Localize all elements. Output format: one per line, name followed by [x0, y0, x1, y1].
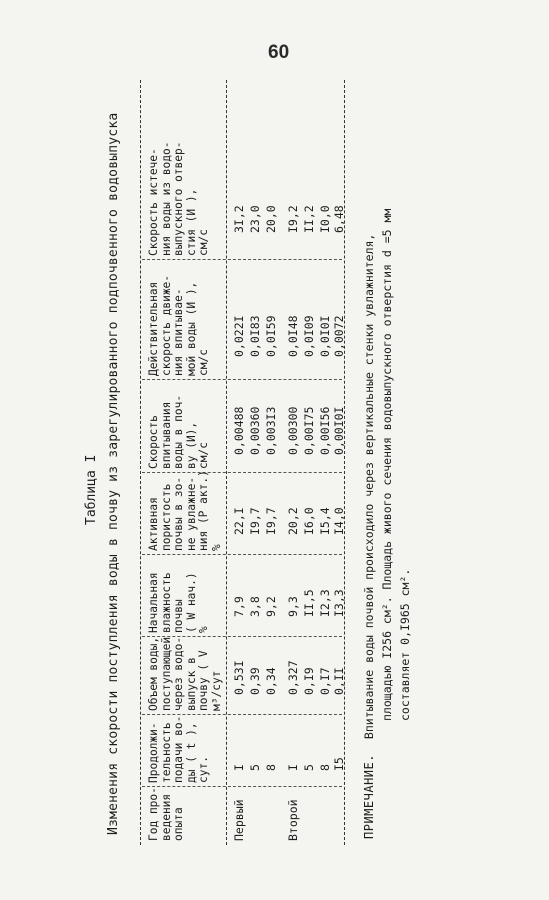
table-cell-v: 0,I7 [318, 667, 332, 695]
table-cell-p: I4,0 [332, 507, 346, 535]
table-cell-u: 0,00I0I [332, 406, 346, 455]
table-cell-w: 9,3 [286, 596, 300, 617]
col-moisture-header: Начальная влажность почвы ( W нач.) % [147, 572, 210, 633]
table-cell-ub: I9,2 [286, 205, 300, 233]
col-outflow-velocity-header: Скорость истече- ния воды из водо- выпускного отвер- стия (И ), см/с [147, 141, 210, 256]
table-cell-ud: 0,0I09 [302, 315, 316, 357]
table-cell-w: 9,2 [264, 596, 278, 617]
column-separator [142, 259, 342, 260]
table-cell-v: 0,34 [264, 667, 278, 695]
table-cell-w: II,5 [302, 589, 316, 617]
table-cell-t: I [232, 764, 246, 771]
col-year-header: Год про- ведения опыта [147, 787, 185, 841]
table-cell-u: 0,003I3 [264, 406, 278, 455]
table-cell-t: 5 [302, 764, 316, 771]
table-cell-ub: 3I,2 [232, 205, 246, 233]
table-cell-t: 8 [264, 764, 278, 771]
table-cell-p: 22,I [232, 507, 246, 535]
table-cell-v: 0,I9 [302, 667, 316, 695]
table-cell-ub: 23,0 [248, 205, 262, 233]
table-cell-ud: 0,0072 [332, 315, 346, 357]
table-cell-ub: 20,0 [264, 205, 278, 233]
table-cell-year: Второй [286, 799, 300, 841]
table-cell-ud: 0,0I48 [286, 315, 300, 357]
table-cell-w: 3,8 [248, 596, 262, 617]
col-duration-header: Продолжи- тельность подачи во- ды ( t ), сут. [147, 715, 210, 783]
table-cell-u: 0,00360 [248, 406, 262, 455]
note-line-2: площадью I256 см². Площадь живого сечения водовыпускного отверстия d =5 мм [380, 208, 394, 721]
column-separator [142, 554, 342, 555]
rotated-table-page [80, 55, 510, 855]
table-top-rule [140, 80, 141, 845]
col-infiltration-header: Скорость впитывания воды в поч- ву (И), см/с [147, 394, 210, 469]
table-cell-ub: 6,48 [332, 205, 346, 233]
table-cell-p: I9,7 [248, 507, 262, 535]
table-header-rule [226, 80, 227, 845]
note-line-1: Впитывание воды почвой происходило через вертикальные стенки увлажнителя, [362, 233, 376, 740]
table-cell-ud: 0,0I83 [248, 315, 262, 357]
table-cell-ud: 0,022I [232, 315, 246, 357]
table-cell-t: I5 [332, 757, 346, 771]
table-bottom-rule [344, 80, 345, 845]
table-cell-p: I9,7 [264, 507, 278, 535]
table-cell-w: 7,9 [232, 596, 246, 617]
table-cell-ub: II,2 [302, 205, 316, 233]
table-title: Изменения скорости поступления воды в почву из зарегулированного подпочвенного водовыпуска [106, 112, 121, 835]
note-line-3: составляет 0,I965 см². [398, 568, 412, 721]
table-label: Таблица I [84, 454, 99, 525]
table-cell-t: 8 [318, 764, 332, 771]
table-cell-p: I5,4 [318, 507, 332, 535]
table-cell-p: I6,0 [302, 507, 316, 535]
table-cell-u: 0,00300 [286, 406, 300, 455]
note [362, 234, 376, 839]
table-cell-p: 20,2 [286, 507, 300, 535]
table-cell-u: 0,00488 [232, 406, 246, 455]
column-separator [142, 379, 342, 380]
table-cell-ud: 0,0I59 [264, 315, 278, 357]
table-cell-v: 0,39 [248, 667, 262, 695]
page-number: 60 [268, 42, 290, 63]
table-cell-v: 0,II [332, 667, 346, 695]
table-cell-ub: I0,0 [318, 205, 332, 233]
table-cell-year: Первый [232, 799, 246, 841]
note-label: ПРИМЕЧАНИЕ. [362, 754, 376, 839]
table-cell-v: 0,327 [286, 660, 300, 695]
table-cell-t: 5 [248, 764, 262, 771]
table-cell-w: I2,3 [318, 589, 332, 617]
table-cell-ud: 0,0I0I [318, 315, 332, 357]
col-porosity-header: Активная пористость почвы в зо- не увлажне- ния (P акт.) % [147, 470, 223, 551]
col-volume-header: Объем воды, поступающей через водо- выпуск в почву ( V м³/сут [147, 636, 223, 711]
table-cell-t: I [286, 764, 300, 771]
col-actual-velocity-header: Действительная скорость движе- ния впитывае- мой воды (И ), см/с [147, 274, 210, 376]
table-cell-w: I3,3 [332, 589, 346, 617]
table-cell-u: 0,00I56 [318, 406, 332, 455]
table-cell-v: 0,53I [232, 660, 246, 695]
table-cell-u: 0,00I75 [302, 406, 316, 455]
